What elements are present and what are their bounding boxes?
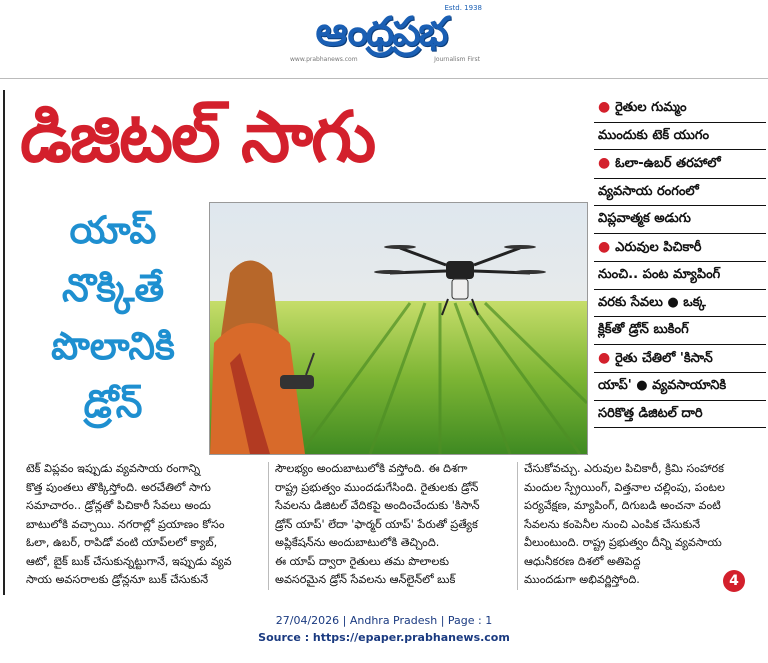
subhead-line: నొక్కితే bbox=[61, 266, 165, 310]
footer-source-link[interactable]: Source : https://epaper.prabhanews.com bbox=[258, 631, 510, 644]
bullet-text: విప్లవాత్మక అడుగు bbox=[598, 211, 691, 226]
bullet-text: క్లిక్‌తో డ్రోన్ బుకింగ్ bbox=[598, 322, 689, 337]
page-number-badge: 4 bbox=[723, 570, 745, 592]
body-line: పర్యవేక్షణ, మ్యాపింగ్, దిగుబడి అంచనా వంటి bbox=[524, 499, 721, 512]
bullet-text: సరికొత్త డిజిటల్ దారి bbox=[598, 405, 703, 421]
body-line: సేవలను కంపెనీల నుంచి ఎంపిక చేసుకునే bbox=[524, 517, 701, 531]
body-line: సౌలభ్యం అందుబాటులోకి వస్తోంది. ఈ దిశగా bbox=[275, 462, 468, 475]
bullet-text: వరకు సేవలు ● ఒక్క bbox=[598, 294, 706, 310]
farmer-drone-photo bbox=[210, 203, 587, 454]
page-footer bbox=[0, 612, 768, 646]
subhead-line: పొలానికి bbox=[51, 324, 175, 368]
bullet-dot-icon: ● bbox=[598, 155, 616, 171]
body-line: ముందడుగా అభివర్ణిస్తోంది. bbox=[524, 573, 640, 586]
subhead-line: డ్రోన్ bbox=[83, 382, 143, 426]
newspaper-logo: ఆంధ్రప్రభ bbox=[315, 9, 447, 55]
bullet-line bbox=[594, 373, 766, 401]
bullet-dot-icon: ● bbox=[598, 99, 616, 115]
subhead-line: యాప్ bbox=[69, 208, 157, 252]
bullet-text: వ్యవసాయ రంగంలో bbox=[598, 183, 699, 199]
body-line: ఆధునీకరణ దిశలో అతిపెద్ద bbox=[524, 554, 641, 568]
footer-date-edition: 27/04/2026 | Andhra Pradesh | Page : 1 bbox=[275, 614, 493, 627]
bullet-line bbox=[594, 290, 766, 318]
body-line: ఓలా, ఉబర్, రాపిడో వంటి యాప్‌లలో క్యాబ్, bbox=[26, 536, 218, 549]
bullet-line bbox=[594, 234, 766, 263]
masthead-established: Estd. 1938 bbox=[444, 4, 482, 12]
article-column-1 bbox=[26, 460, 262, 590]
article-column-2 bbox=[275, 460, 511, 590]
article-headline: డిజిటల్ సాగు bbox=[20, 96, 375, 178]
bullet-text: ముందుకు టెక్ యుగం bbox=[598, 127, 710, 143]
bullet-text: రైతుల గుమ్మం bbox=[615, 100, 687, 115]
body-line: మందుల స్ప్రేయింగ్, విత్తనాల చల్లింపు, పంటల bbox=[524, 480, 725, 494]
bullet-dot-icon: ● bbox=[598, 238, 616, 255]
bullet-text: నుంచి.. పంట మ్యాపింగ్ bbox=[598, 267, 721, 282]
bullet-line bbox=[594, 94, 766, 123]
bullet-line bbox=[594, 401, 766, 429]
masthead-website: www.prabhanews.com bbox=[290, 56, 358, 63]
bullet-dot-icon: ● bbox=[598, 349, 616, 366]
bullet-line bbox=[594, 150, 766, 179]
masthead bbox=[286, 6, 486, 62]
bullet-text: ఓలా-ఉబర్ తరహాలో bbox=[615, 156, 721, 171]
body-line: సమాచారం.. డ్రోన్లతో పిచికారీ సేవలు అందు bbox=[26, 499, 211, 512]
article-photo bbox=[209, 202, 588, 455]
article-column-3 bbox=[524, 460, 760, 590]
body-line: డ్రోన్ యాప్' లేదా 'ఫార్మర్ యాప్' పేరుతో ప్రత్యేక bbox=[275, 517, 478, 531]
body-line: టెక్ విప్లవం ఇప్పుడు వ్యవసాయ రంగాన్ని bbox=[26, 462, 201, 475]
article-subhead bbox=[18, 202, 208, 434]
bullet-line bbox=[594, 345, 766, 374]
bullet-line bbox=[594, 123, 766, 151]
body-line: బాటులోకి వచ్చాయి. నగరాల్లో ప్రయాణం కోసం bbox=[26, 517, 225, 531]
body-line: అవసరమైన డ్రోన్ సేవలను ఆన్‌లైన్‌లో బుక్ bbox=[275, 573, 456, 586]
body-line: వీలుంటుంది. రాష్ట్ర ప్రభుత్వం దీన్ని వ్యవసాయ bbox=[524, 536, 722, 549]
body-line: ఆటో, బైక్ బుక్ చేసుకున్నట్టుగానే, ఇప్పుడు వ్యవ bbox=[26, 554, 232, 568]
body-line: అప్లికేషన్‌ను అందుబాటులోకి తెచ్చింది. bbox=[275, 536, 440, 549]
highlight-bullets bbox=[594, 94, 766, 428]
body-line: ఈ యాప్ ద్వారా రైతులు తమ పొలాలకు bbox=[275, 554, 450, 568]
bullet-text: రైతు చేతిలో 'కిసాన్ bbox=[615, 350, 713, 366]
bullet-text: యాప్' ● వ్యవసాయానికి bbox=[598, 378, 727, 393]
column-divider bbox=[268, 462, 269, 590]
bullet-line bbox=[594, 179, 766, 207]
masthead-divider bbox=[0, 78, 768, 79]
body-line: చేసుకోవచ్చు. ఎరువుల పిచికారీ, క్రిమి సంహారక bbox=[524, 462, 724, 475]
column-divider bbox=[517, 462, 518, 590]
bullet-line bbox=[594, 262, 766, 290]
body-line: సేవలను డిజిటల్ వేదికపై అందించేందుకు 'కిసాన్ bbox=[275, 499, 480, 512]
article-left-border bbox=[3, 90, 5, 595]
bullet-line bbox=[594, 317, 766, 345]
body-line: రాష్ట్ర ప్రభుత్వం ముందడుగేసింది. రైతులకు డ్రోన్ bbox=[275, 480, 479, 494]
body-line: సాయ అవసరాలకు డ్రోన్లనూ బుక్ చేసుకునే bbox=[26, 573, 209, 586]
bullet-text: ఎరువుల పిచికారీ bbox=[615, 239, 702, 255]
masthead-tagline: Journalism First bbox=[434, 56, 480, 63]
body-line: కొత్త పుంతలు తొక్కిస్తోంది. అరచేతిలో సాగు bbox=[26, 480, 211, 494]
bullet-line bbox=[594, 206, 766, 234]
